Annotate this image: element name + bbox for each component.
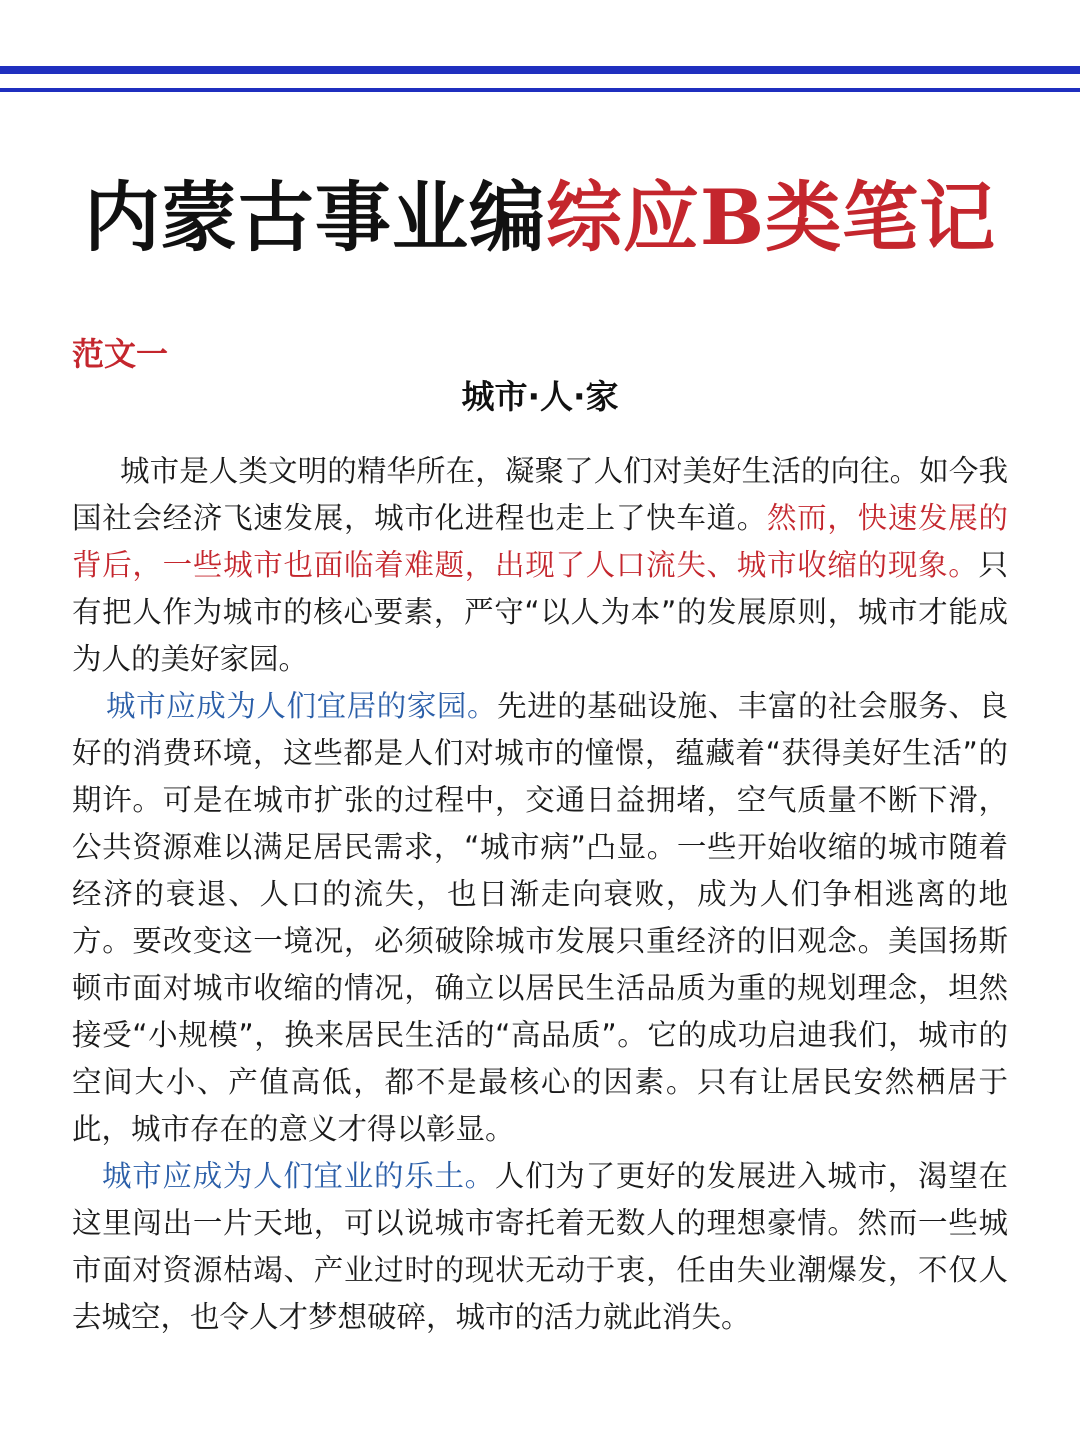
intro-highlight: 然而，快速发展的背后，一些城市也面临着难题，出现了人口流失、城市收缩的现象。 [72, 501, 1008, 582]
paragraph-intro [72, 448, 1008, 683]
essay-title: 城市·人·家 [461, 377, 619, 416]
paragraph-livable [72, 683, 1008, 1153]
top-rule-thick [0, 66, 1080, 74]
paragraph-workplace [72, 1153, 1008, 1341]
page-title [0, 168, 1080, 268]
intro-text-start: 城市是人类文明的精华所在，凝聚了人们对美好生活的向往。如今我国社会经济飞速发展，城市化进程也走上了快车道。 [72, 454, 1008, 535]
page-title-red-part: 综应B类笔记 [545, 173, 997, 262]
livable-topic-sentence: 城市应成为人们宜居的家园。 [106, 689, 498, 723]
essay-body [72, 448, 1008, 1341]
top-rule-thin [0, 88, 1080, 92]
workplace-text: 人们为了更好的发展进入城市，渴望在这里闯出一片天地，可以说城市寄托着无数人的理想豪情。然而一些城市面对资源枯竭、产业过时的现状无动于衷，任由失业潮爆发，不仅人去城空，也令人才梦想破碎，城市的活力就此消失。 [72, 1159, 1008, 1334]
page-title-black-part: 内蒙古事业编 [83, 173, 546, 262]
workplace-topic-sentence: 城市应成为人们宜业的乐土。 [102, 1159, 495, 1193]
section-label: 范文一 [72, 335, 169, 373]
livable-text: 先进的基础设施、丰富的社会服务、良好的消费环境，这些都是人们对城市的憧憬，蕴藏着“获得美好生活”的期许。可是在城市扩张的过程中，交通日益拥堵，空气质量不断下滑，公共资源难以满足居民需求，“城市病”凸显。一些开始收缩的城市随着经济的衰退、人口的流失，也日渐走向衰败，成为人们争相逃离的地方。要改变这一境况，必须破除城市发展只重经济的旧观念。美国扬斯顿市面对城市收缩的情况，确立以居民生活品质为重的规划理念，坦然接受“小规模”，换来居民生活的“高品质”。它的成功启迪我们，城市的空间大小、产值高低，都不是最核心的因素。只有让居民安然栖居于此，城市存在的意义才得以彰显。 [72, 689, 1008, 1146]
intro-text-end: 只有把人作为城市的核心要素，严守“以人为本”的发展原则，城市才能成为人的美好家园。 [72, 548, 1008, 676]
